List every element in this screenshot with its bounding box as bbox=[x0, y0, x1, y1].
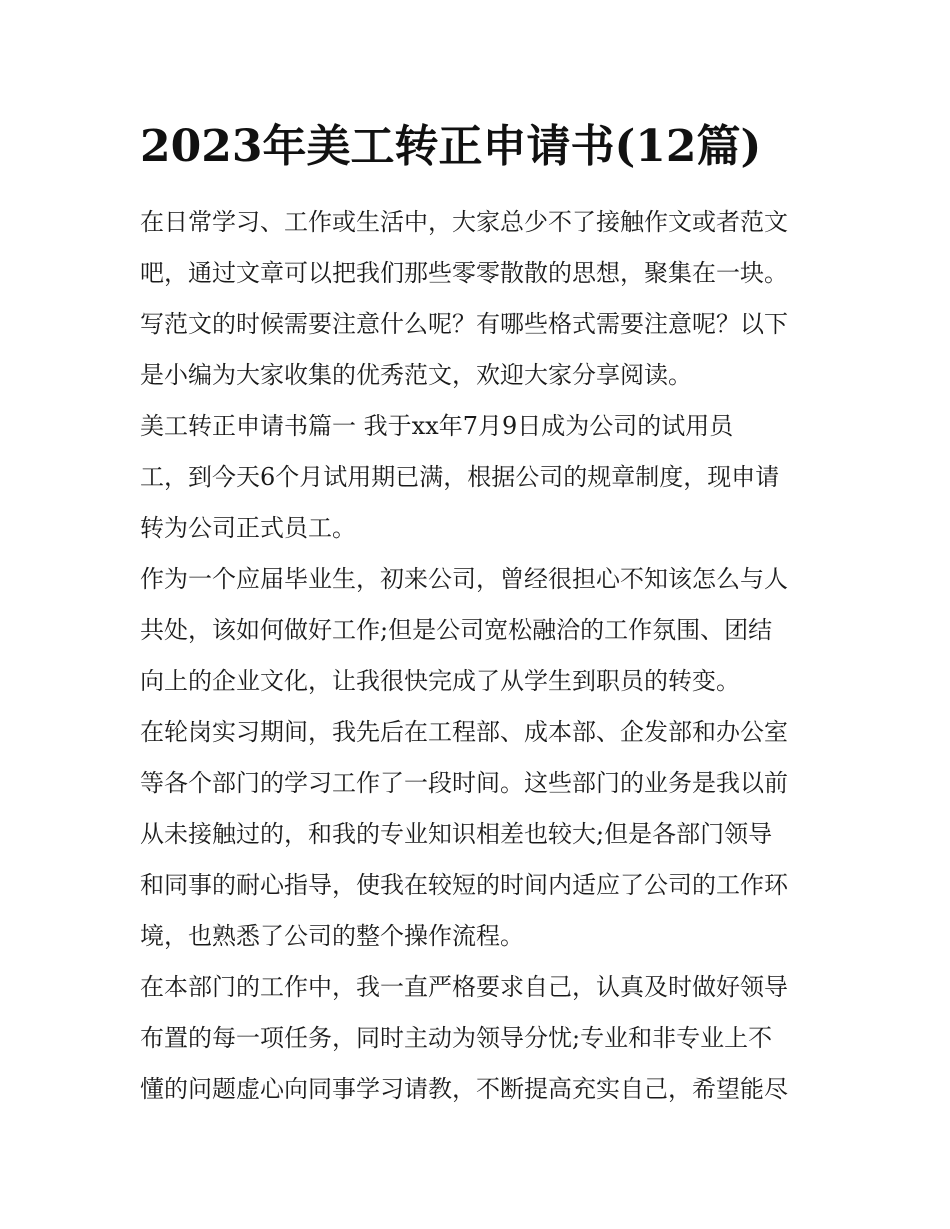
text-line: 在轮岗实习期间，我先后在工程部、成本部、企发部和办公室 bbox=[140, 718, 788, 746]
text-line: 向上的企业文化，让我很快完成了从学生到职员的转变。 bbox=[140, 667, 740, 695]
text-line: 共处，该如何做好工作;但是公司宽松融洽的工作氛围、团结 bbox=[140, 616, 773, 644]
text-line: 布置的每一项任务，同时主动为领导分忧;专业和非专业上不 bbox=[140, 1024, 773, 1052]
text-line: 是小编为大家收集的优秀范文，欢迎大家分享阅读。 bbox=[140, 361, 692, 389]
text-line: 工，到今天6个月试用期已满，根据公司的规章制度，现申请 bbox=[140, 463, 780, 491]
document-body bbox=[140, 197, 812, 1115]
text-line: 吧，通过文章可以把我们那些零零散散的思想，聚集在一块。 bbox=[140, 259, 788, 287]
text-line: 从未接触过的，和我的专业知识相差也较大;但是各部门领导 bbox=[140, 820, 773, 848]
text-line: 转为公司正式员工。 bbox=[140, 514, 356, 542]
text-line: 和同事的耐心指导，使我在较短的时间内适应了公司的工作环 bbox=[140, 871, 788, 899]
text-line: 在本部门的工作中，我一直严格要求自己，认真及时做好领导 bbox=[140, 973, 788, 1001]
text-line: 懂的问题虚心向同事学习请教，不断提高充实自己，希望能尽 bbox=[140, 1075, 788, 1103]
text-line: 在日常学习、工作或生活中，大家总少不了接触作文或者范文 bbox=[140, 208, 788, 236]
text-line: 美工转正申请书篇一 我于xx年7月9日成为公司的试用员 bbox=[140, 412, 734, 440]
text-line: 境，也熟悉了公司的整个操作流程。 bbox=[140, 922, 524, 950]
document-title: 2023年美工转正申请书(12篇) bbox=[140, 121, 762, 172]
text-line: 作为一个应届毕业生，初来公司，曾经很担心不知该怎么与人 bbox=[140, 565, 788, 593]
text-line: 等各个部门的学习工作了一段时间。这些部门的业务是我以前 bbox=[140, 769, 788, 797]
text-line: 写范文的时候需要注意什么呢？有哪些格式需要注意呢？以下 bbox=[140, 310, 788, 338]
